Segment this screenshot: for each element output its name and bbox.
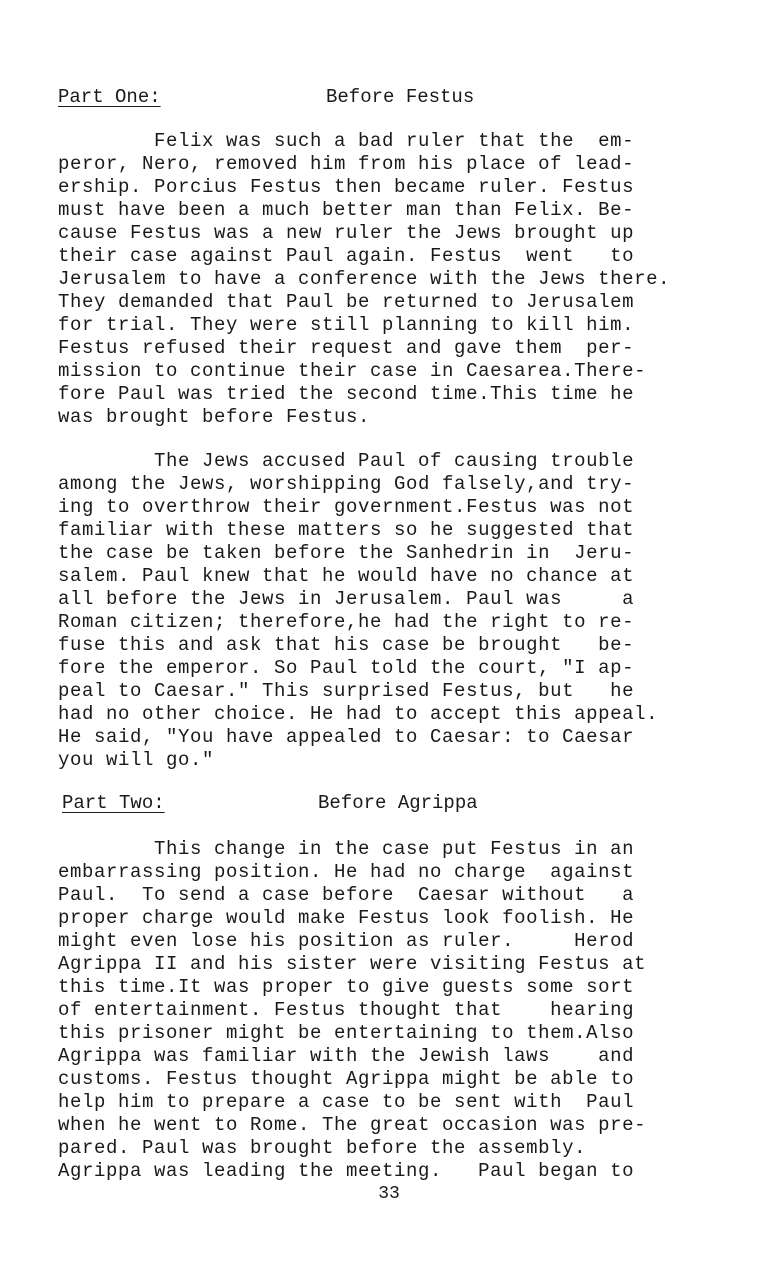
page-number: 33 (378, 1184, 400, 1204)
text-line: pared. Paul was brought before the assembly. (58, 1137, 587, 1159)
text-line: you will go." (58, 749, 215, 771)
text-line: might even lose his position as ruler. Herod (58, 930, 635, 952)
text-line: He said, "You have appealed to Caesar: to Caesar (58, 726, 635, 748)
part-two-paragraph-1 (58, 838, 748, 1183)
text-line: proper charge would make Festus look foolish. He (58, 907, 635, 929)
text-line: Agrippa was leading the meeting. Paul began to (58, 1160, 635, 1182)
text-line: ing to overthrow their government.Festus was not (58, 496, 635, 518)
text-line: when he went to Rome. The great occasion was pre- (58, 1114, 647, 1136)
text-line: was brought before Festus. (58, 406, 371, 428)
text-line: help him to prepare a case to be sent with Paul (58, 1091, 635, 1113)
text-line: salem. Paul knew that he would have no chance at (58, 565, 635, 587)
text-line: all before the Jews in Jerusalem. Paul was a (58, 588, 635, 610)
part-two-title: Before Agrippa (318, 792, 478, 814)
text-line: their case against Paul again. Festus went to (58, 245, 635, 267)
part-two-label: Part Two: (62, 792, 165, 814)
text-line: Felix was such a bad ruler that the em- (58, 130, 635, 152)
text-line: familiar with these matters so he suggested that (58, 519, 635, 541)
part-one-paragraph-1 (58, 130, 748, 429)
text-line: They demanded that Paul be returned to Jerusalem (58, 291, 635, 313)
text-line: Agrippa II and his sister were visiting Festus at (58, 953, 647, 975)
part-one-paragraph-2 (58, 450, 748, 772)
part-two-heading (62, 792, 738, 818)
text-line: ership. Porcius Festus then became ruler. Festus (58, 176, 635, 198)
text-line: among the Jews, worshipping God falsely,and try- (58, 473, 635, 495)
text-line: the case be taken before the Sanhedrin in Jeru- (58, 542, 635, 564)
text-line: cause Festus was a new ruler the Jews brought up (58, 222, 635, 244)
text-line: peal to Caesar." This surprised Festus, but he (58, 680, 635, 702)
text-line: fore Paul was tried the second time.This time he (58, 383, 635, 405)
text-line: The Jews accused Paul of causing trouble (58, 450, 635, 472)
text-line: this prisoner might be entertaining to them.Also (58, 1022, 635, 1044)
text-line: Paul. To send a case before Caesar without a (58, 884, 635, 906)
text-line: must have been a much better man than Felix. Be- (58, 199, 635, 221)
text-line: peror, Nero, removed him from his place of lead- (58, 153, 635, 175)
text-line: had no other choice. He had to accept this appeal. (58, 703, 659, 725)
text-line: Agrippa was familiar with the Jewish laws and (58, 1045, 635, 1067)
text-line: This change in the case put Festus in an (58, 838, 635, 860)
part-one-title: Before Festus (326, 86, 475, 108)
part-one-label: Part One: (58, 86, 161, 108)
text-line: of entertainment. Festus thought that hearing (58, 999, 635, 1021)
text-line: embarrassing position. He had no charge against (58, 861, 635, 883)
text-line: for trial. They were still planning to kill him. (58, 314, 635, 336)
text-line: customs. Festus thought Agrippa might be able to (58, 1068, 635, 1090)
text-line: Festus refused their request and gave them per- (58, 337, 635, 359)
part-one-heading (58, 86, 738, 112)
text-line: fore the emperor. So Paul told the court, "I ap- (58, 657, 635, 679)
text-line: mission to continue their case in Caesarea.There- (58, 360, 647, 382)
text-line: this time.It was proper to give guests some sort (58, 976, 635, 998)
text-line: Roman citizen; therefore,he had the right to re- (58, 611, 635, 633)
text-line: fuse this and ask that his case be brought be- (58, 634, 635, 656)
text-line: Jerusalem to have a conference with the Jews there. (58, 268, 671, 290)
